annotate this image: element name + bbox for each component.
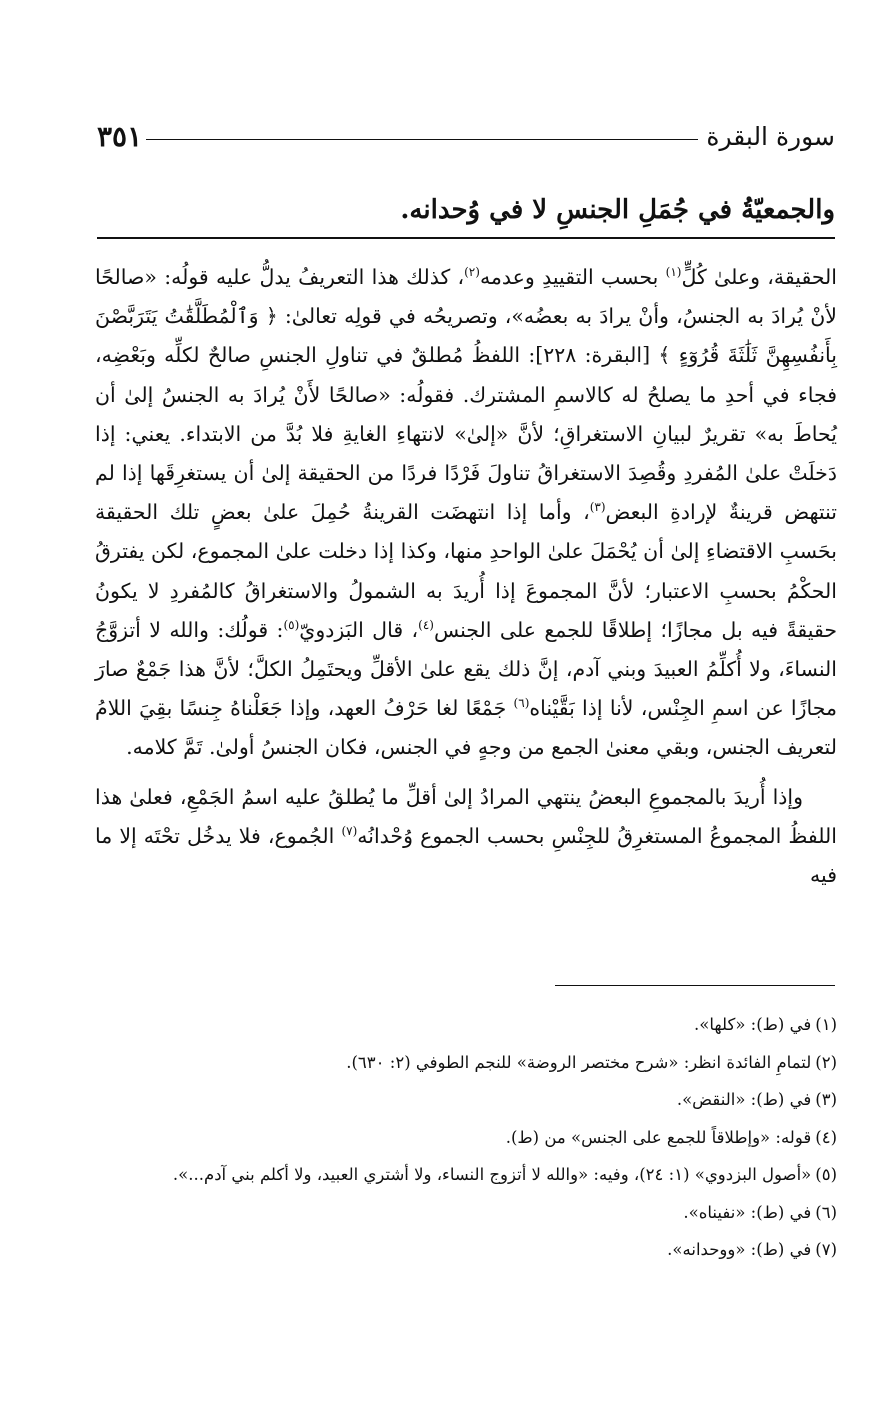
footnote: (٦)في (ط): «نفيناه». [683,1202,837,1222]
page-number: ٣٥١ [97,119,143,153]
matn-text: والجمعيّةُ في جُمَلِ الجنسِ لا في وُحدانه. [400,195,835,225]
footnote: (١)في (ط): «كلها». [694,1015,837,1034]
surah-title: سورة البقرة [706,121,835,151]
running-header [97,112,835,160]
footnote-ref[interactable]: (٥) [283,618,300,632]
footnote-ref[interactable]: (٦) [513,696,530,711]
footnote: (٤)قوله: «وإطلاقاً للجمع على الجنس» من (ط). [505,1127,837,1147]
matn-separator [97,237,835,239]
commentary-body [95,258,837,895]
footnote-ref[interactable]: (١) [665,265,682,280]
footnote: (٧)في (ط): «ووحدانه». [667,1240,837,1259]
commentary-paragraph: الحقيقة، وعلىٰ كُلٍّ$^{(١)}$ بحسب التقييدِ وعدمه$^{(٢)}$، كذلك هذا التعريفُ يدلُّ عليه قولُه: «صالحًا لأنْ يُرادَ به الجنسُ، وأنْ يرادَ به بعضُه»، وتصريحُه في قولِه تعالىٰ: ﴿ وَٱلْمُطَلَّقَٰتُ يَتَرَبَّصْنَ بِأَنفُسِهِنَّ ثَلَٰثَةَ قُرُوٓءٍ ﴾ [البقرة: ٢٢٨]: اللفظُ مُطلقٌ في تناولِ الجنسِ صالحٌ لكلِّه وبَعْضِه، فجاء في أحدِ ما يصلحُ له كالاسمِ المشترك. فقولُه: «صالحًا لأَنْ يُرادَ به الجنسُ إلىٰ أن يُحاطَ به» تقريرٌ لبيانِ الاستغراقِ؛ لأنَّ «إلىٰ» لانتهاءِ الغايةِ فلا بُدَّ من الابتداء. يعني: إذا دَخلَتْ علىٰ المُفردِ وقُصِدَ الاستغراقُ تناولَ فَرْدًا فردًا من الحقيقة إلىٰ أن يستغرِقَها إذا لم تنتهض قرينةٌ لإرادةِ البعض$^{(٣)}$، وأما إذا انتهضَت القرينةُ حُمِلَ علىٰ بعضٍ تلك الحقيقة بحَسبِ الاقتضاءِ إلىٰ أن يُحْمَلَ علىٰ الواحدِ منها، وكذا إذا دخلت علىٰ المجموع، لكن يفترقُ الحكْمُ بحسبِ الاعتبار؛ لأنَّ المجموعَ إذا أُريدَ به الشمولُ والاستغراقُ كالمُفردِ لا يكونُ حقيقةً فيه بل مجازًا؛ إطلاقًا للجمع على الجنس$^{(٤)}$، قال البَزدويّ$^{(٥)}$: قولُك: والله لا أتزوَّجُ النساءَ، ولا أُكلِّمُ العبيدَ وبني آدم، إنَّ ذلك يقع علىٰ الأقلِّ ويحتَمِلُ الكلَّ؛ لأنَّ هذا جَمْعٌ صارَ مجازًا عن اسمِ الجِنْس، لأنا إذا بَقَّيْناه$^{(٦)}$ جَمْعًا لغا حَرْفُ العهد، وإذا جَعَلْناهُ جِنسًا بقِيَ اللامُ لتعريف الجنس، وبقي معنىٰ الجمع من وجهٍ في الجنس، فكان الجنسُ أولىٰ. تَمَّ كلامه. [95,265,837,760]
footnote-ref[interactable]: (٣) [589,500,606,515]
footnote-ref[interactable]: (٧) [341,824,358,839]
footnote: (٢)لتمامِ الفائدة انظر: «شرح مختصر الروضة» للنجم الطوفي (٢: ٦٣٠). [346,1052,837,1072]
footnotes [95,1006,837,1269]
footnote-separator [555,985,835,986]
footnote: (٥)«أصول البزدوي» (١: ٢٤)، وفيه: «والله لا أتزوج النساء، ولا أشتري العبيد، ولا أكلم بني آدم...». [172,1165,837,1184]
footnote-ref[interactable]: (٤) [418,618,434,632]
footnote: (٣)في (ط): «النقض». [676,1090,837,1109]
footnote-ref[interactable]: (٢) [464,265,480,280]
header-rule [146,139,698,140]
commentary-paragraph: وإذا أُريدَ بالمجموعِ البعضُ ينتهي المرادُ إلىٰ أقلِّ ما يُطلقُ عليه اسمُ الجَمْعِ، فعلىٰ هذا اللفظُ المجموعُ المستغرِقُ للجِنْسِ بحسب الجموع وُحْدانُه$^{(٧)}$ الجُموع، فلا يدخُل تحْتَه إلا ما فيه [95,784,837,888]
